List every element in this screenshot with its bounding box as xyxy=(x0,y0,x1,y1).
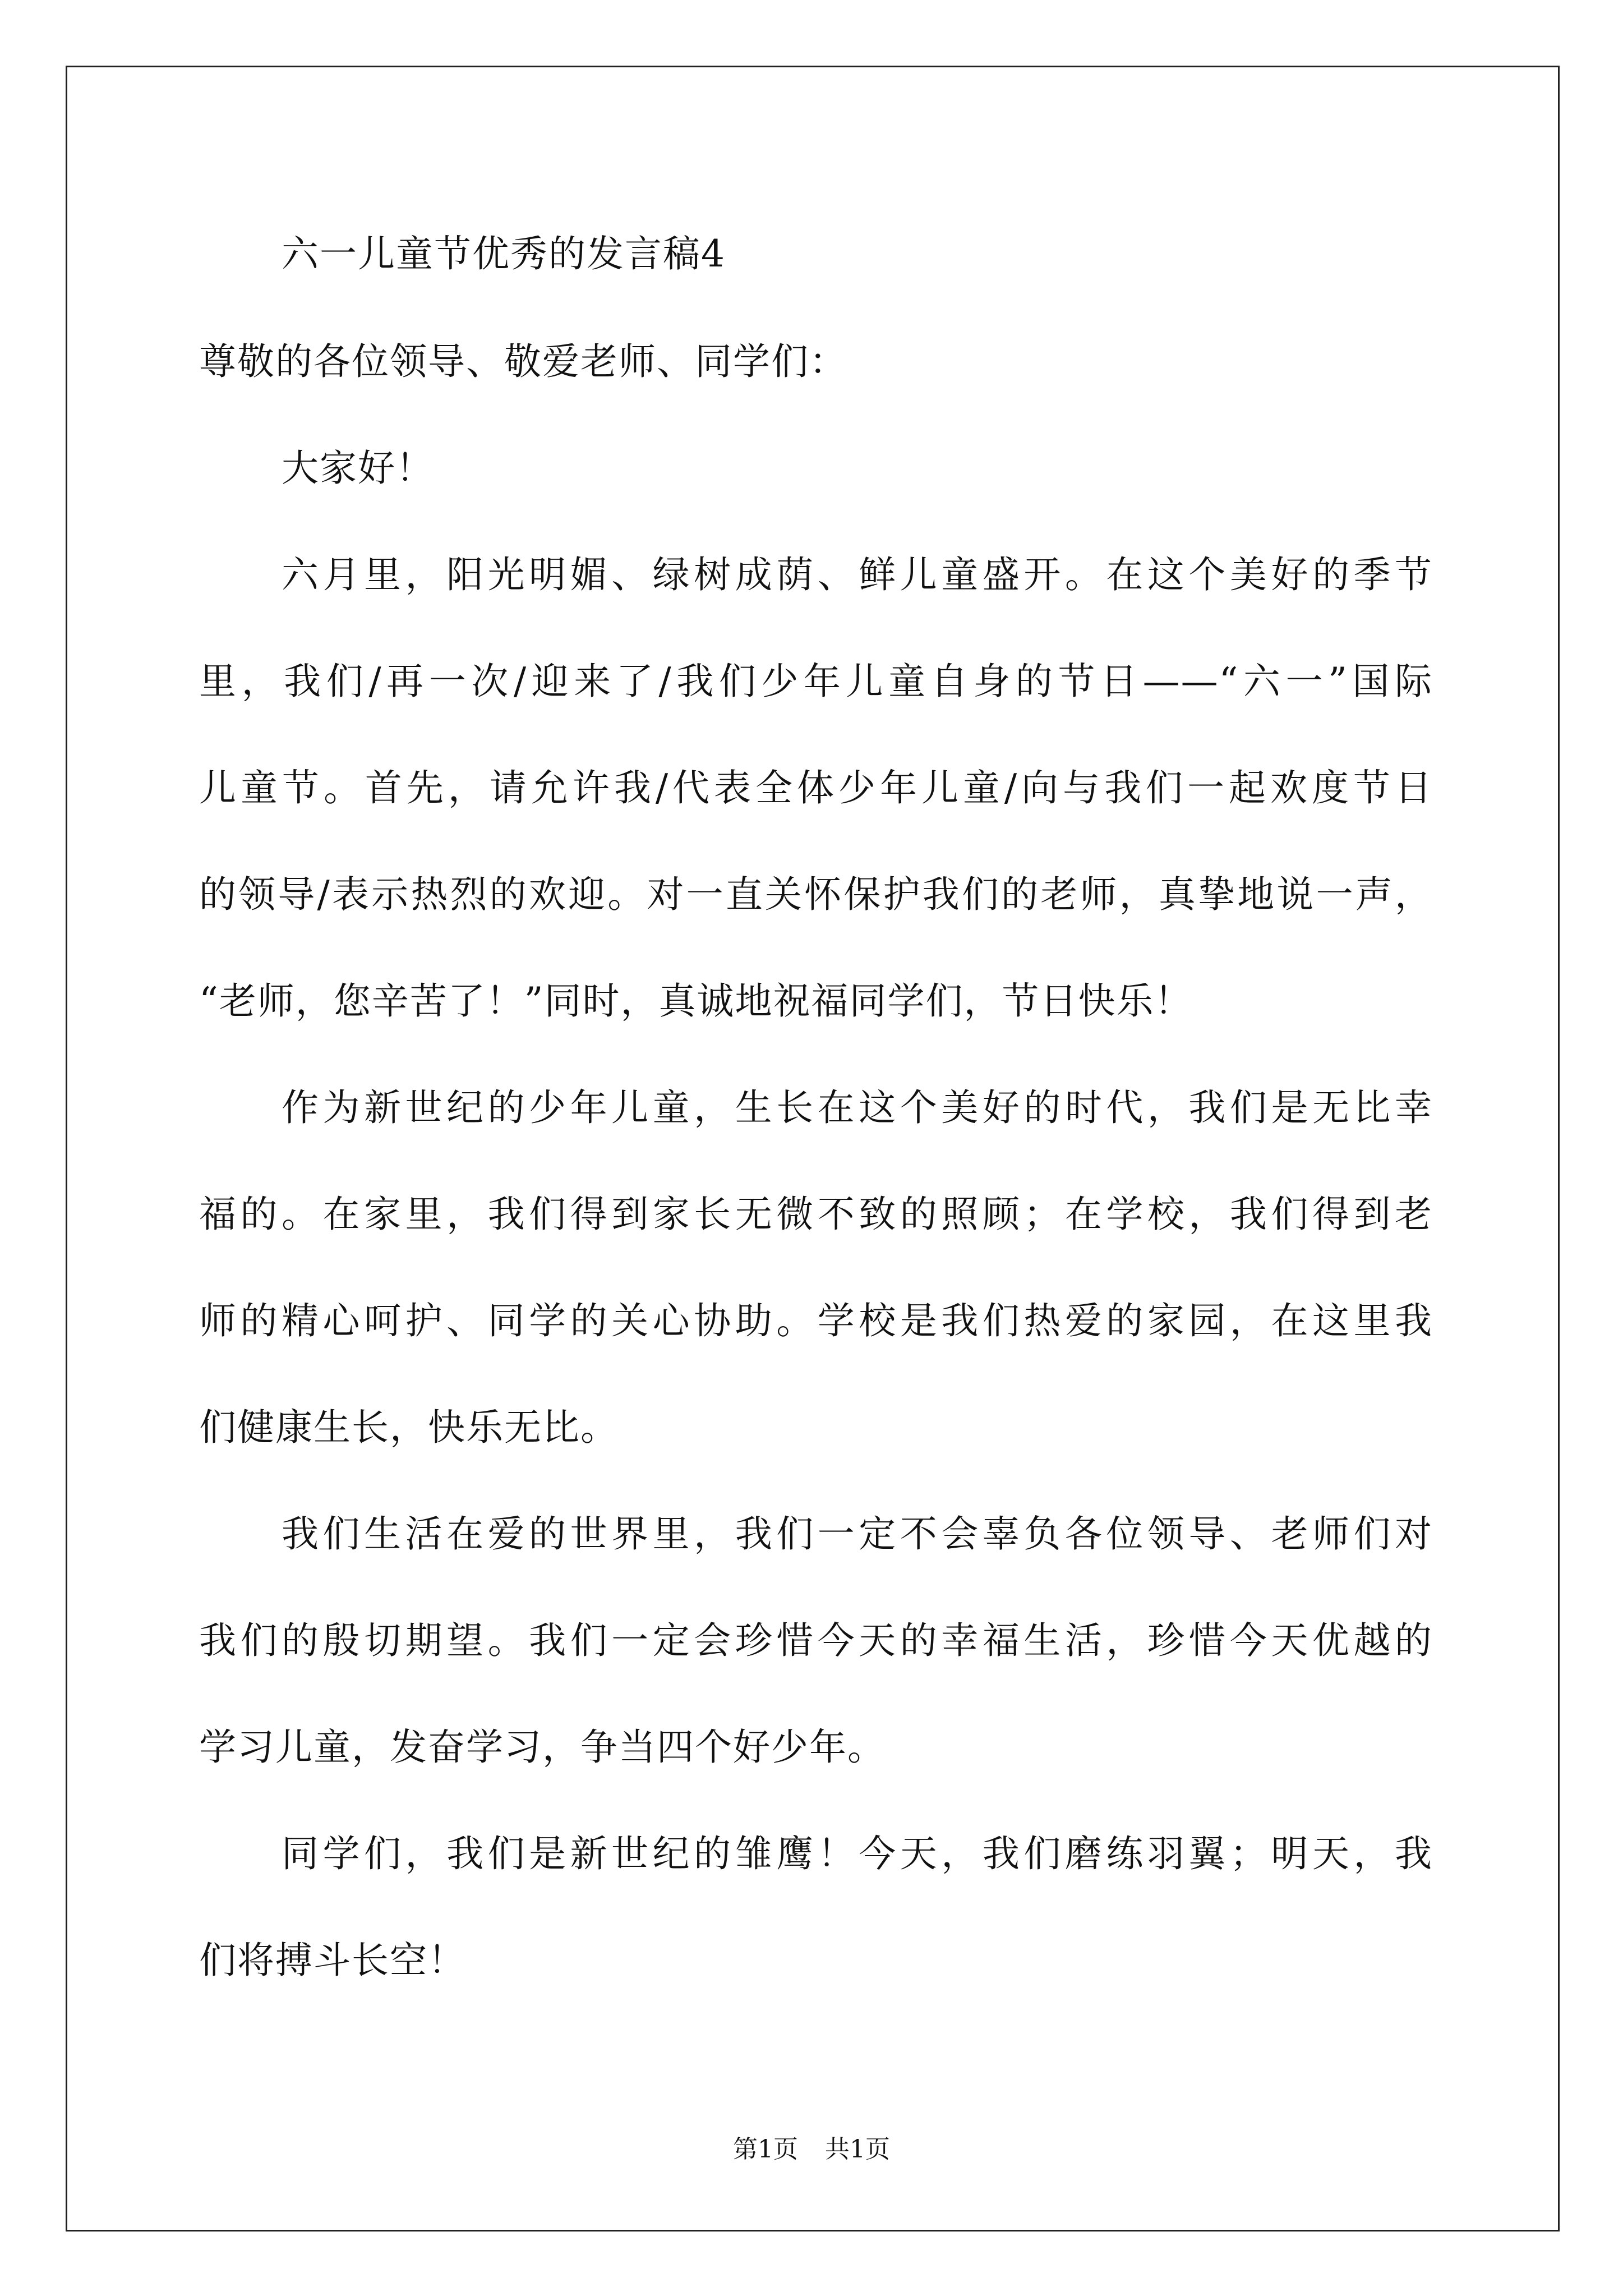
page-border xyxy=(66,66,1560,2231)
page-number: 第1页 xyxy=(733,2135,798,2164)
paragraph-2-line-2: 福的。在家里，我们得到家长无微不致的照顾；在学校，我们得到老 xyxy=(199,1193,1433,1236)
paragraph-1-line-4: 的领导/表示热烈的欢迎。对一直关怀保护我们的老师，真挚地说一声， xyxy=(199,873,1433,916)
paragraph-4-line-2: 们将搏斗长空！ xyxy=(199,1939,466,1982)
page-footer xyxy=(0,2137,1623,2162)
paragraph-3-line-2: 我们的殷切期望。我们一定会珍惜今天的幸福生活，珍惜今天优越的 xyxy=(199,1619,1433,1662)
greeting: 大家好！ xyxy=(282,447,434,490)
paragraph-1-line-1: 六月里，阳光明媚、绿树成荫、鲜儿童盛开。在这个美好的季节 xyxy=(282,553,1433,596)
paragraph-3-line-1: 我们生活在爱的世界里，我们一定不会辜负各位领导、老师们对 xyxy=(282,1512,1433,1556)
paragraph-1-line-5: “老师，您辛苦了！”同时，真诚地祝福同学们，节日快乐！ xyxy=(199,979,1193,1023)
salutation: 尊敬的各位领导、敬爱老师、同学们： xyxy=(199,340,847,383)
paragraph-4-line-1: 同学们，我们是新世纪的雏鹰！今天，我们磨练羽翼；明天，我 xyxy=(282,1832,1433,1875)
paragraph-2-line-4: 们健康生长，快乐无比。 xyxy=(199,1406,619,1449)
document-title: 六一儿童节优秀的发言稿4 xyxy=(282,232,726,275)
paragraph-1-line-2: 里，我们/再一次/迎来了/我们少年儿童自身的节日——“六一”国际 xyxy=(199,660,1433,703)
page-total: 共1页 xyxy=(825,2135,890,2164)
paragraph-1-line-3: 儿童节。首先，请允许我/代表全体少年儿童/向与我们一起欢度节日 xyxy=(199,766,1433,809)
paragraph-3-line-3: 学习儿童，发奋学习，争当四个好少年。 xyxy=(199,1726,886,1769)
paragraph-2-line-3: 师的精心呵护、同学的关心协助。学校是我们热爱的家园，在这里我 xyxy=(199,1299,1433,1342)
paragraph-2-line-1: 作为新世纪的少年儿童，生长在这个美好的时代，我们是无比幸 xyxy=(282,1086,1433,1129)
